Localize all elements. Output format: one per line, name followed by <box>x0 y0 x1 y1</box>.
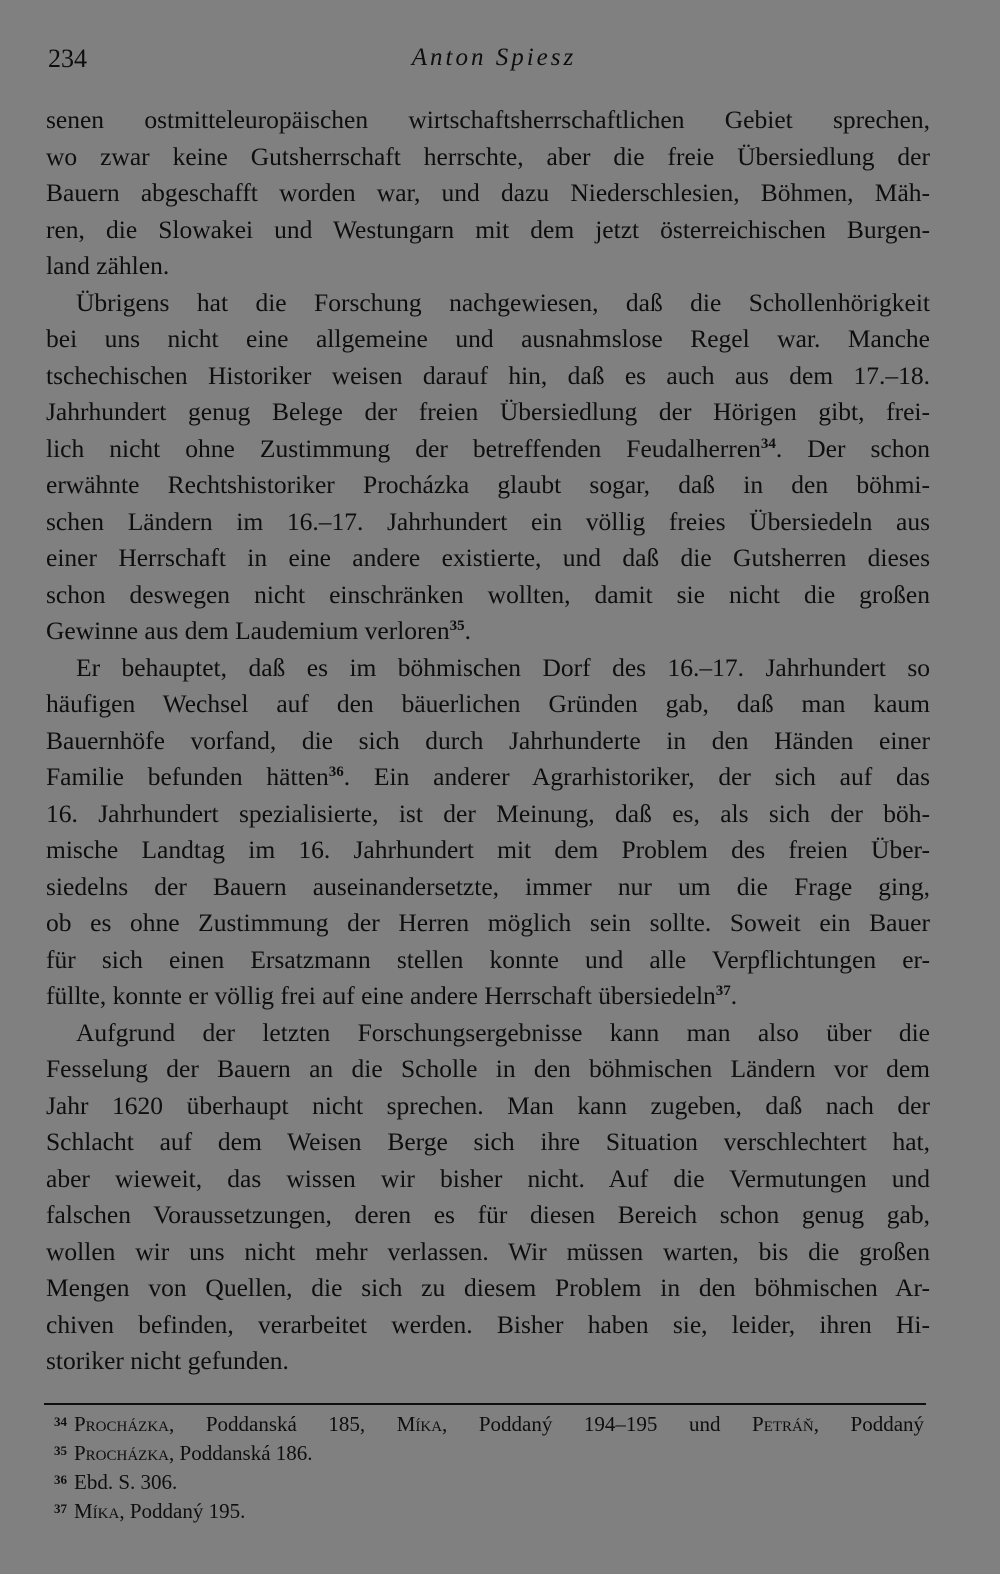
footnote-ref: 36 <box>328 764 344 780</box>
author-name: Míka <box>396 1412 443 1436</box>
footnote-divider <box>44 1403 926 1405</box>
page-number: 234 <box>48 44 87 73</box>
text-line: falschen Voraussetzungen, deren es für diesen Bereich schon genug gab, <box>46 1200 930 1229</box>
text-line: mische Landtag im 16. Jahrhundert mit dem Problem des freien Über- <box>46 835 930 864</box>
text-line: storiker nicht gefunden. <box>46 1346 289 1375</box>
footnote-number: 35 <box>54 1443 67 1458</box>
line-text: . Ein anderer Agrarhistoriker, der sich auf das <box>343 762 931 791</box>
footnote-number: 36 <box>54 1472 67 1487</box>
footnote-text <box>74 1410 924 1439</box>
text-line: chiven befinden, verarbeitet werden. Bisher haben sie, leider, ihren Hi- <box>46 1309 930 1339</box>
line-text: lich nicht ohne Zustimmung der betreffenden Feudalherren <box>46 433 761 463</box>
citation-text: , Poddaný 194–195 und <box>442 1412 753 1436</box>
text-line: Jahrhundert genug Belege der freien Übersiedlung der Hörigen gibt, frei- <box>46 397 930 426</box>
text-line: bei uns nicht eine allgemeine und ausnahmslose Regel war. Manche <box>46 324 930 353</box>
text-line: 16. Jahrhundert spezialisierte, ist der Meinung, daß es, als sich der böh- <box>46 798 930 828</box>
text-line: Fesselung der Bauern an die Scholle in den böhmischen Ländern vor dem <box>46 1054 930 1083</box>
footnote-text <box>74 1497 924 1526</box>
footnote-ref: 35 <box>449 618 465 634</box>
footnote-text <box>74 1439 924 1468</box>
text-line: häufigen Wechsel auf den bäuerlichen Gründen gab, daß man kaum <box>46 689 930 718</box>
footnote <box>54 1497 924 1526</box>
footnote <box>54 1468 924 1497</box>
text-line-with-footnote-ref <box>46 613 930 650</box>
line-text: . <box>730 981 738 1010</box>
text-line: für sich einen Ersatzmann stellen konnte und alle Verpflichtungen er- <box>46 944 930 974</box>
text-line: Bauern abgeschafft worden war, und dazu Niederschlesien, Böhmen, Mäh- <box>46 178 930 207</box>
page-header <box>48 44 940 78</box>
citation-text: , Poddanská 185, <box>169 1412 397 1436</box>
footnote-number: 37 <box>54 1501 67 1516</box>
footnote-ref: 34 <box>760 435 776 452</box>
text-line: tschechischen Historiker weisen darauf hin, daß es auch aus dem 17.–18. <box>46 360 930 390</box>
citation-text: , Poddanská 186. <box>169 1441 313 1465</box>
footnote <box>54 1410 925 1439</box>
text-line: schen Ländern im 16.–17. Jahrhundert ein völlig freies Übersiedeln aus <box>46 506 930 536</box>
text-line: senen ostmitteleuropäischen wirtschaftsherrschaftlichen Gebiet sprechen, <box>46 105 930 134</box>
text-line-with-footnote-ref <box>46 978 930 1015</box>
text-line: erwähnte Rechtshistoriker Procházka glaubt sogar, daß in den böhmi- <box>46 470 930 499</box>
text-line: aber wieweit, das wissen wir bisher nicht. Auf die Vermutungen und <box>46 1163 930 1193</box>
author-name: Procházka <box>74 1441 170 1465</box>
line-text: Familie befunden hätten <box>46 762 329 791</box>
text-line: Jahr 1620 überhaupt nicht sprechen. Man kann zugeben, daß nach der <box>46 1090 930 1120</box>
footnote-text <box>74 1468 924 1497</box>
line-text: . <box>464 616 471 645</box>
citation-text: , Poddaný <box>813 1412 925 1436</box>
text-line: wo zwar keine Gutsherrschaft herrschte, aber die freie Übersiedlung der <box>46 141 930 171</box>
text-line: schon deswegen nicht einschränken wollten, damit sie nicht die großen <box>46 579 930 609</box>
text-line: Übrigens hat die Forschung nachgewiesen, daß die Schollenhörigkeit <box>76 287 930 317</box>
footnote-ref: 37 <box>715 983 731 999</box>
author-name: Petráň <box>752 1412 814 1436</box>
body-text <box>46 102 930 1380</box>
text-line: siedelns der Bauern auseinandersetzte, immer nur um die Frage ging, <box>46 871 930 901</box>
author-name: Míka <box>74 1499 120 1523</box>
text-line-with-footnote-ref <box>46 431 930 468</box>
author-name: Procházka <box>74 1412 170 1436</box>
text-line: Er behauptet, daß es im böhmischen Dorf des 16.–17. Jahrhundert so <box>76 652 930 682</box>
citation-text: Ebd. S. 306. <box>74 1470 178 1494</box>
footnotes <box>54 1410 925 1526</box>
text-line: einer Herrschaft in eine andere existierte, und daß die Gutsherren dieses <box>46 543 930 572</box>
text-line: wollen wir uns nicht mehr verlassen. Wir müssen warten, bis die großen <box>46 1236 930 1266</box>
text-line: ob es ohne Zustimmung der Herren möglich sein sollte. Soweit ein Bauer <box>46 908 930 937</box>
line-text: füllte, konnte er völlig frei auf eine andere Herrschaft übersiedeln <box>46 981 716 1010</box>
text-line-with-footnote-ref <box>46 759 930 796</box>
running-head: Anton Spiesz <box>411 44 577 71</box>
text-line: ren, die Slowakei und Westungarn mit dem jetzt österreichischen Burgen- <box>46 214 930 244</box>
text-line: Aufgrund der letzten Forschungsergebnisse kann man also über die <box>76 1017 930 1047</box>
line-text: . Der schon <box>775 433 930 463</box>
footnote <box>54 1439 924 1468</box>
text-line: Mengen von Quellen, die sich zu diesem Problem in den böhmischen Ar- <box>46 1273 930 1302</box>
text-line: Schlacht auf dem Weisen Berge sich ihre Situation verschlechtert hat, <box>46 1127 930 1156</box>
footnote-number: 34 <box>54 1414 67 1429</box>
text-line: Bauernhöfe vorfand, die sich durch Jahrhunderte in den Händen einer <box>46 725 930 755</box>
citation-text: , Poddaný 195. <box>119 1499 246 1523</box>
text-line: land zählen. <box>46 251 170 280</box>
line-text: Gewinne aus dem Laudemium verloren <box>46 616 450 645</box>
